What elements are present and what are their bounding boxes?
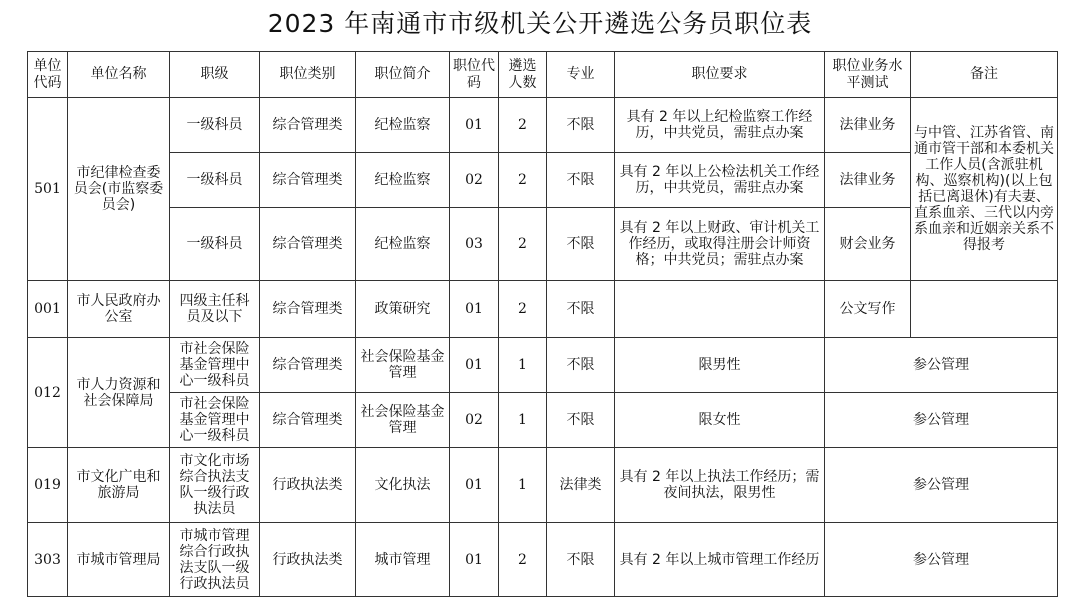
table-row (28, 448, 1058, 523)
intro-cell: 社会保险基金管理 (356, 338, 450, 393)
table-row (28, 338, 1058, 393)
unit-name: 市人力资源和社会保障局 (68, 338, 170, 448)
category-cell: 综合管理类 (260, 208, 356, 281)
header-unit-name: 单位名称 (68, 52, 170, 98)
test-cell: 法律业务 (825, 153, 911, 208)
table-row (28, 98, 1058, 153)
major-cell: 不限 (547, 208, 615, 281)
requirement-cell: 限男性 (615, 338, 825, 393)
table-row (28, 523, 1058, 597)
unit-code: 001 (28, 281, 68, 338)
major-cell: 不限 (547, 281, 615, 338)
page-title: 2023 年南通市市级机关公开遴选公务员职位表 (267, 9, 813, 38)
intro-cell: 纪检监察 (356, 208, 450, 281)
unit-code: 019 (28, 448, 68, 523)
level-cell: 市社会保险基金管理中心一级科员 (170, 393, 260, 448)
count-cell: 1 (499, 393, 547, 448)
header-position-code: 职位代码 (450, 52, 499, 98)
unit-code: 012 (28, 338, 68, 448)
major-cell: 不限 (547, 393, 615, 448)
intro-cell: 纪检监察 (356, 98, 450, 153)
position-code-cell: 03 (450, 208, 499, 281)
requirement-cell: 具有 2 年以上城市管理工作经历 (615, 523, 825, 597)
intro-cell: 文化执法 (356, 448, 450, 523)
header-major: 专业 (547, 52, 615, 98)
category-cell: 综合管理类 (260, 338, 356, 393)
note-cell: 参公管理 (825, 523, 1058, 597)
level-cell: 四级主任科员及以下 (170, 281, 260, 338)
table-row (28, 153, 1058, 208)
header-test: 职位业务水平测试 (825, 52, 911, 98)
header-category: 职位类别 (260, 52, 356, 98)
intro-cell: 社会保险基金管理 (356, 393, 450, 448)
count-cell: 1 (499, 338, 547, 393)
note-cell: 参公管理 (825, 393, 1058, 448)
major-cell: 法律类 (547, 448, 615, 523)
category-cell: 综合管理类 (260, 153, 356, 208)
unit-code: 501 (28, 98, 68, 281)
level-cell: 一级科员 (170, 98, 260, 153)
level-cell: 一级科员 (170, 153, 260, 208)
requirement-cell: 具有 2 年以上财政、审计机关工作经历，或取得注册会计师资格；中共党员；需驻点办案 (615, 208, 825, 281)
table-row (28, 208, 1058, 281)
position-code-cell: 02 (450, 153, 499, 208)
table-header-row (28, 52, 1058, 98)
major-cell: 不限 (547, 98, 615, 153)
unit-name: 市纪律检查委员会(市监察委员会) (68, 98, 170, 281)
position-code-cell: 02 (450, 393, 499, 448)
count-cell: 2 (499, 98, 547, 153)
category-cell: 综合管理类 (260, 98, 356, 153)
intro-cell: 政策研究 (356, 281, 450, 338)
count-cell: 2 (499, 153, 547, 208)
note-cell (911, 281, 1058, 338)
major-cell: 不限 (547, 523, 615, 597)
position-code-cell: 01 (450, 338, 499, 393)
intro-cell: 纪检监察 (356, 153, 450, 208)
header-unit-code: 单位代码 (28, 52, 68, 98)
header-requirement: 职位要求 (615, 52, 825, 98)
level-cell: 市社会保险基金管理中心一级科员 (170, 338, 260, 393)
count-cell: 1 (499, 448, 547, 523)
requirement-cell: 具有 2 年以上执法工作经历；需夜间执法，限男性 (615, 448, 825, 523)
count-cell: 2 (499, 281, 547, 338)
requirement-cell (615, 281, 825, 338)
requirement-cell: 限女性 (615, 393, 825, 448)
category-cell: 行政执法类 (260, 523, 356, 597)
unit-code: 303 (28, 523, 68, 597)
table-row (28, 393, 1058, 448)
position-code-cell: 01 (450, 98, 499, 153)
level-cell: 市城市管理综合行政执法支队一级行政执法员 (170, 523, 260, 597)
intro-cell: 城市管理 (356, 523, 450, 597)
position-code-cell: 01 (450, 448, 499, 523)
test-cell: 公文写作 (825, 281, 911, 338)
level-cell: 一级科员 (170, 208, 260, 281)
table-row (28, 281, 1058, 338)
position-code-cell: 01 (450, 523, 499, 597)
unit-name: 市文化广电和旅游局 (68, 448, 170, 523)
category-cell: 行政执法类 (260, 448, 356, 523)
test-cell: 财会业务 (825, 208, 911, 281)
count-cell: 2 (499, 208, 547, 281)
category-cell: 综合管理类 (260, 281, 356, 338)
positions-table (27, 51, 1058, 597)
header-note: 备注 (911, 52, 1058, 98)
position-code-cell: 01 (450, 281, 499, 338)
note-cell: 参公管理 (825, 448, 1058, 523)
header-intro: 职位简介 (356, 52, 450, 98)
requirement-cell: 具有 2 年以上公检法机关工作经历，中共党员，需驻点办案 (615, 153, 825, 208)
unit-name: 市城市管理局 (68, 523, 170, 597)
major-cell: 不限 (547, 338, 615, 393)
category-cell: 综合管理类 (260, 393, 356, 448)
major-cell: 不限 (547, 153, 615, 208)
unit-name: 市人民政府办公室 (68, 281, 170, 338)
note-cell: 与中管、江苏省管、南通市管干部和本委机关工作人员(含派驻机构、巡察机构)(以上包括已离退休)有夫妻、直系血亲、三代以内旁系血亲和近姻亲关系不得报考 (911, 98, 1058, 281)
note-cell: 参公管理 (825, 338, 1058, 393)
requirement-cell: 具有 2 年以上纪检监察工作经历，中共党员，需驻点办案 (615, 98, 825, 153)
test-cell: 法律业务 (825, 98, 911, 153)
header-count: 遴选人数 (499, 52, 547, 98)
header-level: 职级 (170, 52, 260, 98)
level-cell: 市文化市场综合执法支队一级行政执法员 (170, 448, 260, 523)
count-cell: 2 (499, 523, 547, 597)
